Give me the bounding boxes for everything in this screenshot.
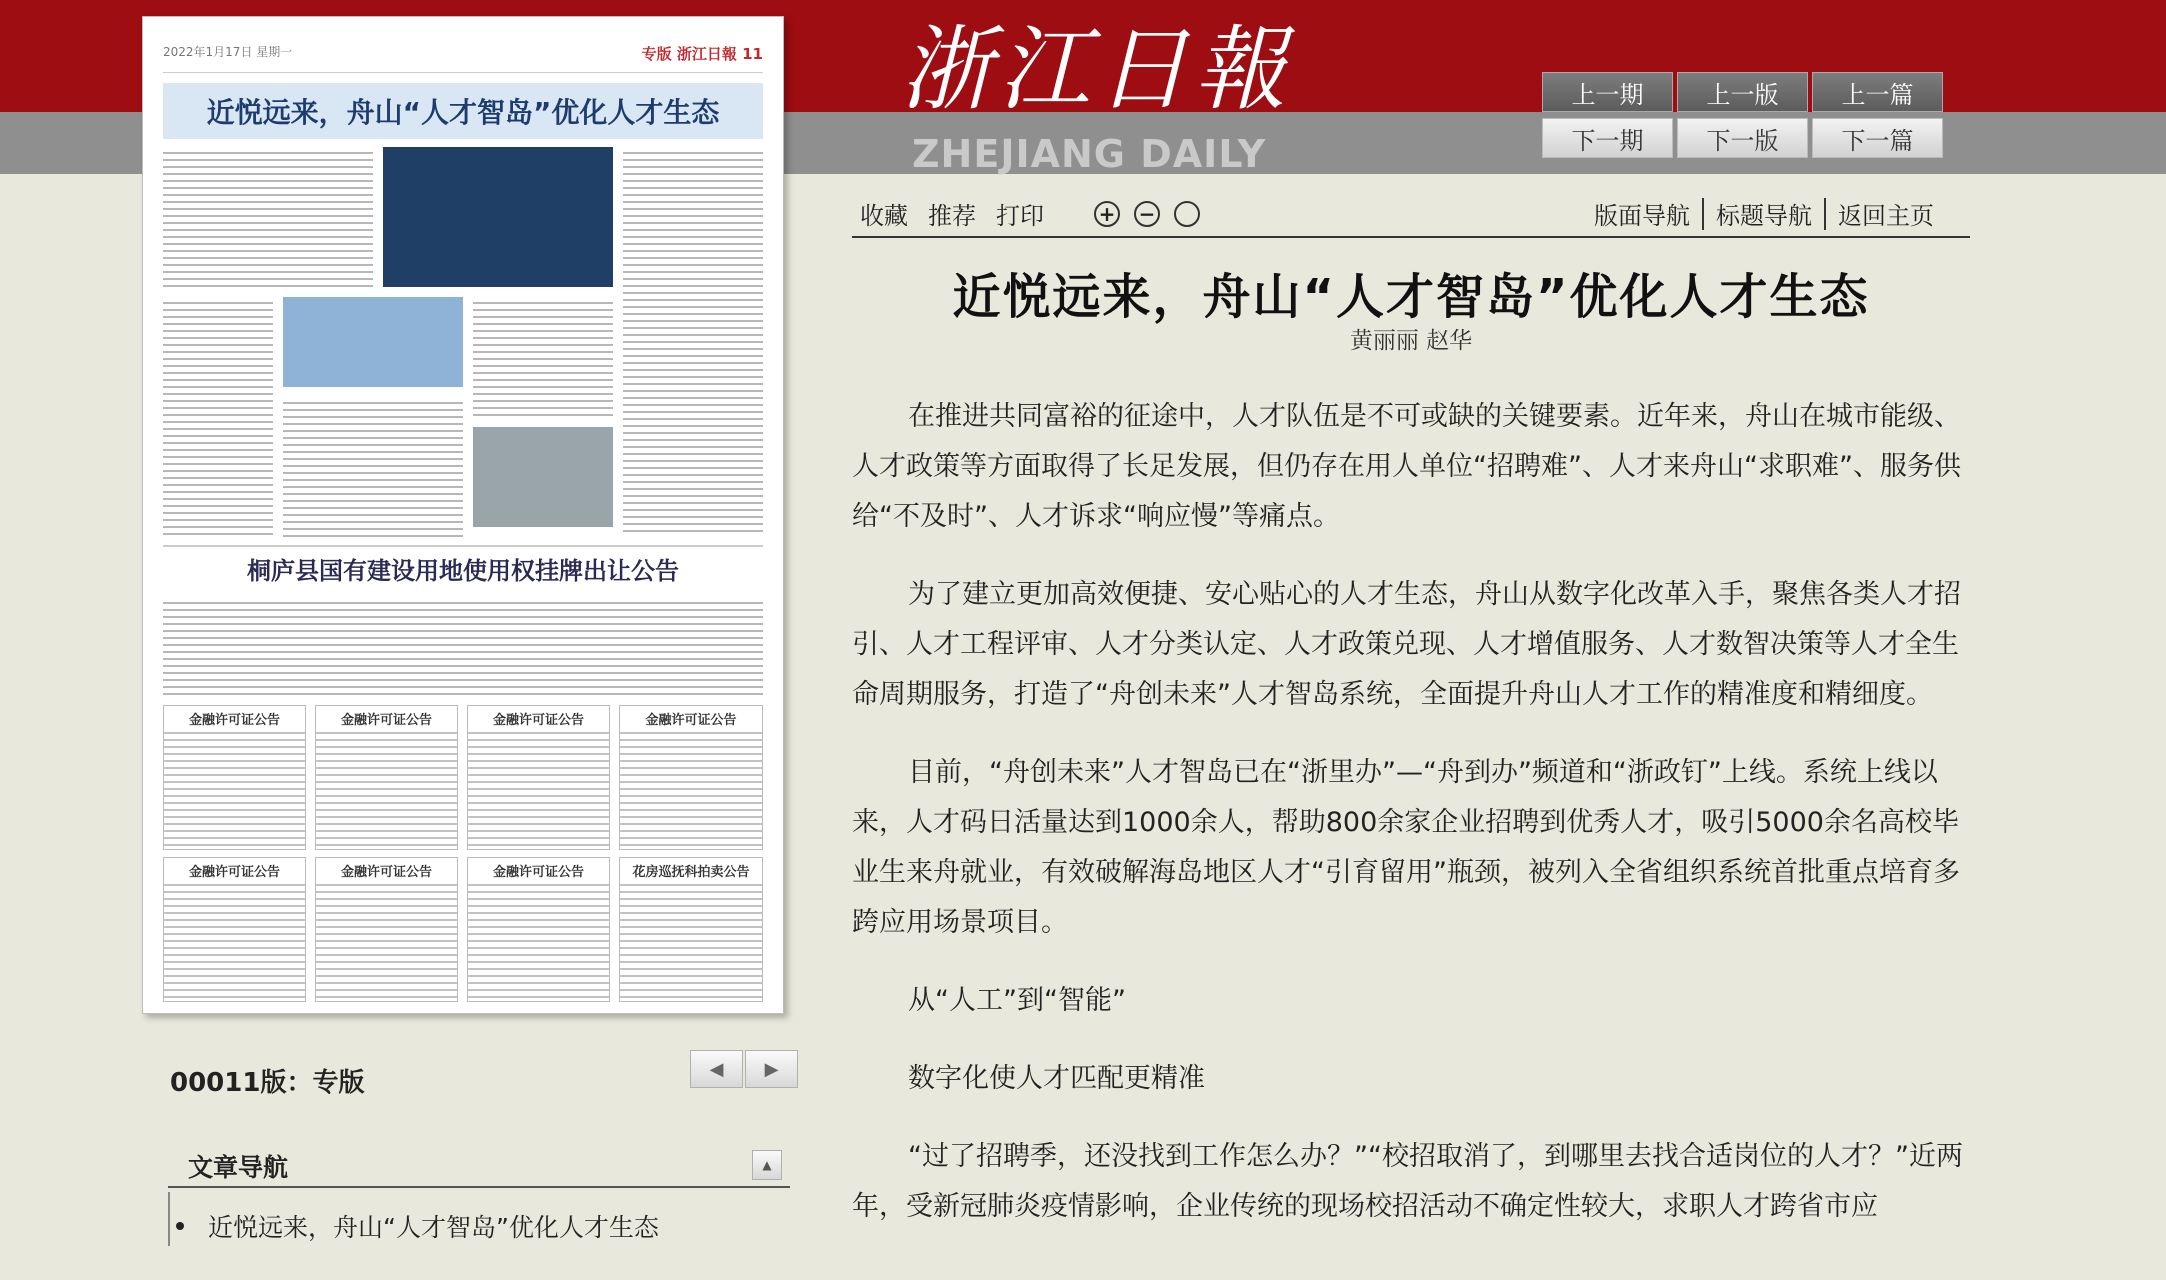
thumb-text-column (473, 297, 613, 417)
next-issue-button[interactable]: 下一期 (1542, 118, 1673, 158)
article-nav-title: 文章导航 (188, 1153, 289, 1182)
prev-article-button[interactable]: 上一篇 (1812, 72, 1943, 112)
article-paragraph: 在推进共同富裕的征途中，人才队伍是不可或缺的关键要素。近年来，舟山在城市能级、人才政策等方面取得了长足发展，但仍存在用人单位“招聘难”、人才来舟山“求职难”、服务供给“不及时”、人才诉求“响应慢”等痛点。 (852, 401, 1961, 532)
print-button[interactable]: 打印 (996, 202, 1044, 230)
thumb-text-column (163, 597, 763, 697)
divider (168, 1186, 790, 1188)
zoom-in-icon[interactable]: + (1094, 201, 1120, 227)
thumb-text-column (163, 297, 273, 537)
collapse-icon[interactable]: ▲ (752, 1150, 782, 1180)
logo-chinese: 浙江日報 (900, 16, 1293, 123)
thumb-notice: 金融许可证公告 (467, 857, 610, 1002)
layout-nav-link[interactable]: 版面导航 (1594, 202, 1690, 230)
logo-english: ZHEJIANG DAILY (912, 132, 1267, 176)
next-article-button[interactable]: 下一篇 (1812, 118, 1943, 158)
thumb-text-column (623, 147, 763, 537)
article-paragraph: 为了建立更加高效便捷、安心贴心的人才生态，舟山从数字化改革入手，聚焦各类人才招引、人才工程评审、人才分类认定、人才政策兑现、人才增值服务、人才数智决策等人才全生命周期服务，打造了“舟创未来”人才智岛系统，全面提升舟山人才工作的精准度和精细度。 (852, 579, 1961, 710)
thumb-notice: 花房巡抚科拍卖公告 (619, 857, 763, 1002)
article-paragraph: 目前，“舟创未来”人才智岛已在“浙里办”—“舟到办”频道和“浙政钉”上线。系统上线以来，人才码日活量达到1000余人，帮助800余家企业招聘到优秀人才，吸引5000余名高校毕业生来舟就业，有效破解海岛地区人才“引育留用”瓶颈，被列入全省组织系统首批重点培育多跨应用场景项目。 (852, 757, 1960, 938)
thumb-date: 2022年1月17日 星期一 (163, 45, 293, 59)
home-link[interactable]: 返回主页 (1838, 202, 1934, 230)
zoom-reset-icon[interactable] (1174, 201, 1200, 227)
bullet-icon (176, 1222, 184, 1230)
thumb-notice: 金融许可证公告 (467, 705, 610, 850)
thumb-subtitle: 桐庐县国有建设用地使用权挂牌出让公告 (163, 545, 763, 589)
favorite-button[interactable]: 收藏 (860, 202, 908, 230)
edition-label: 00011版：专版 (170, 1068, 365, 1098)
article-toolbar (852, 184, 1970, 238)
thumb-notice: 金融许可证公告 (315, 857, 458, 1002)
article-headline: 近悦远来，舟山“人才智岛”优化人才生态 (952, 269, 1870, 325)
thumb-notice: 金融许可证公告 (163, 705, 306, 850)
thumb-header (163, 43, 763, 73)
title-nav-link[interactable]: 标题导航 (1716, 202, 1812, 230)
article-nav-item[interactable] (176, 1208, 659, 1244)
article-byline: 黄丽丽 赵华 (1349, 328, 1473, 354)
toolbar-links (1582, 196, 1946, 231)
thumb-image (283, 297, 463, 387)
next-arrow-icon[interactable]: ▶ (745, 1050, 798, 1088)
prev-issue-button[interactable]: 上一期 (1542, 72, 1673, 112)
article-subheading: 从“人工”到“智能” (908, 985, 1126, 1016)
recommend-button[interactable]: 推荐 (928, 202, 976, 230)
thumb-image (383, 147, 613, 287)
thumb-text-column (283, 397, 463, 537)
article-subheading: 数字化使人才匹配更精准 (908, 1063, 1205, 1094)
prev-page-button[interactable]: 上一版 (1677, 72, 1808, 112)
thumb-notice: 金融许可证公告 (619, 705, 763, 850)
thumb-text-column (163, 147, 373, 287)
thumb-notice: 金融许可证公告 (315, 705, 458, 850)
page-pager (690, 1050, 798, 1088)
article-nav-item-label: 近悦远来，舟山“人才智岛”优化人才生态 (208, 1213, 659, 1242)
prev-arrow-icon[interactable]: ◀ (690, 1050, 743, 1088)
toolbar-actions (860, 196, 1200, 231)
newspaper-page-thumbnail[interactable] (142, 16, 784, 1014)
thumb-title: 近悦远来，舟山“人才智岛”优化人才生态 (163, 83, 763, 139)
thumb-notice: 金融许可证公告 (163, 857, 306, 1002)
issue-navigation (1542, 72, 1946, 158)
thumb-image (473, 427, 613, 527)
zoom-out-icon[interactable]: − (1134, 201, 1160, 227)
newspaper-logo (900, 16, 1300, 176)
article-paragraph: “过了招聘季，还没找到工作怎么办？”“校招取消了，到哪里去找合适岗位的人才？”近两年，受新冠肺炎疫情影响，企业传统的现场校招活动不确定性较大，求职人才跨省市应 (852, 1141, 1963, 1222)
divider (168, 1192, 170, 1246)
article-body (852, 392, 1970, 1280)
next-page-button[interactable]: 下一版 (1677, 118, 1808, 158)
thumb-section-label: 专版 浙江日報 11 (641, 45, 763, 63)
